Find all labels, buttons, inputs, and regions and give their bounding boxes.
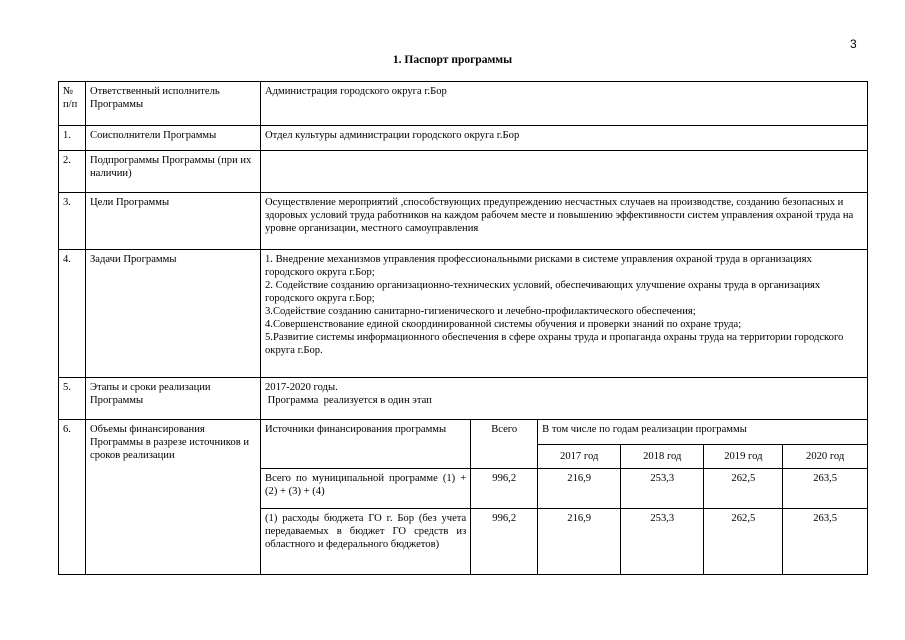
row-value: Отдел культуры администрации городского округа г.Бор bbox=[261, 126, 868, 151]
row-label: Соисполнители Программы bbox=[86, 126, 261, 151]
row-label: Объемы финансирования Программы в разрезе источников и сроков реализации bbox=[86, 420, 261, 575]
table-row bbox=[59, 151, 868, 193]
stage-line: 2017-2020 годы. bbox=[265, 382, 338, 393]
row-value: Осуществление мероприятий ,способствующих предупреждению несчастных случаев на производстве, созданию безопасных и здоровых условий труда работников на каждом рабочем месте и повышению эффективности систем управления охраной труда на уровне организации, местного самоуправления bbox=[261, 193, 868, 250]
task-item: 1. Внедрение механизмов управления профессиональными рисками в системе управления охраной труда в организациях городского округа г.Бор; bbox=[265, 254, 812, 278]
year-header: 2020 год bbox=[783, 444, 867, 468]
program-passport-table bbox=[58, 81, 868, 575]
row-label: Цели Программы bbox=[86, 193, 261, 250]
financing-year-value: 253,3 bbox=[621, 468, 704, 508]
row-label: Ответственный исполнитель Программы bbox=[86, 82, 261, 126]
task-item: 5.Развитие системы информационного обеспечения в сфере охраны труда и пропаганда охраны труда на территории городского округа г.Бор. bbox=[265, 332, 844, 356]
financing-source: (1) расходы бюджета ГО г. Бор (без учета передаваемых в бюджет ГО средств из областного и федерального бюджетов) bbox=[261, 508, 471, 574]
table-row bbox=[59, 378, 868, 420]
year-header: 2018 год bbox=[621, 444, 704, 468]
header-years-group: В том числе по годам реализации программы bbox=[538, 420, 867, 444]
row-number: 4. bbox=[59, 250, 86, 378]
row-number: № п/п bbox=[59, 82, 86, 126]
financing-table bbox=[261, 420, 867, 574]
section-title: 1. Паспорт программы bbox=[392, 54, 513, 66]
row-number: 2. bbox=[59, 151, 86, 193]
financing-year-value: 262,5 bbox=[704, 468, 783, 508]
row-value: Администрация городского округа г.Бор bbox=[261, 82, 868, 126]
row-value bbox=[261, 151, 868, 193]
header-source: Источники финансирования программы bbox=[261, 420, 471, 468]
financing-year-value: 216,9 bbox=[538, 468, 621, 508]
row-number: 6. bbox=[59, 420, 86, 575]
financing-cell bbox=[261, 420, 868, 575]
financing-source: Всего по муниципальной программе (1) + (2) + (3) + (4) bbox=[261, 468, 471, 508]
row-number: 5. bbox=[59, 378, 86, 420]
task-item: 4.Совершенствование единой скоординированной системы обучения и проверки знаний по охране труда; bbox=[265, 319, 742, 330]
row-value bbox=[261, 250, 868, 378]
financing-year-value: 216,9 bbox=[538, 508, 621, 574]
financing-year-value: 253,3 bbox=[621, 508, 704, 574]
financing-line bbox=[261, 508, 867, 574]
row-value bbox=[261, 378, 868, 420]
year-header: 2017 год bbox=[538, 444, 621, 468]
table-row bbox=[59, 126, 868, 151]
financing-line bbox=[261, 468, 867, 508]
row-number: 1. bbox=[59, 126, 86, 151]
table-row bbox=[59, 420, 868, 575]
table-row bbox=[59, 250, 868, 378]
financing-year-value: 262,5 bbox=[704, 508, 783, 574]
financing-total: 996,2 bbox=[471, 508, 538, 574]
row-label: Задачи Программы bbox=[86, 250, 261, 378]
row-number: 3. bbox=[59, 193, 86, 250]
financing-year-value: 263,5 bbox=[783, 468, 867, 508]
row-label: Этапы и сроки реализации Программы bbox=[86, 378, 261, 420]
stage-line: Программа реализуется в один этап bbox=[265, 395, 432, 406]
page-number: 3 bbox=[850, 37, 857, 51]
financing-header-row bbox=[261, 420, 867, 444]
financing-total: 996,2 bbox=[471, 468, 538, 508]
table-row bbox=[59, 193, 868, 250]
row-label: Подпрограммы Программы (при их наличии) bbox=[86, 151, 261, 193]
task-item: 3.Содействие созданию санитарно-гигиенического и лечебно-профилактического обеспечения; bbox=[265, 306, 696, 317]
financing-year-value: 263,5 bbox=[783, 508, 867, 574]
header-total: Всего bbox=[471, 420, 538, 468]
year-header: 2019 год bbox=[704, 444, 783, 468]
task-item: 2. Содействие созданию организационно-технических условий, обеспечивающих улучшение охраны труда в организациях городского округа г.Бор; bbox=[265, 280, 821, 304]
table-row bbox=[59, 82, 868, 126]
